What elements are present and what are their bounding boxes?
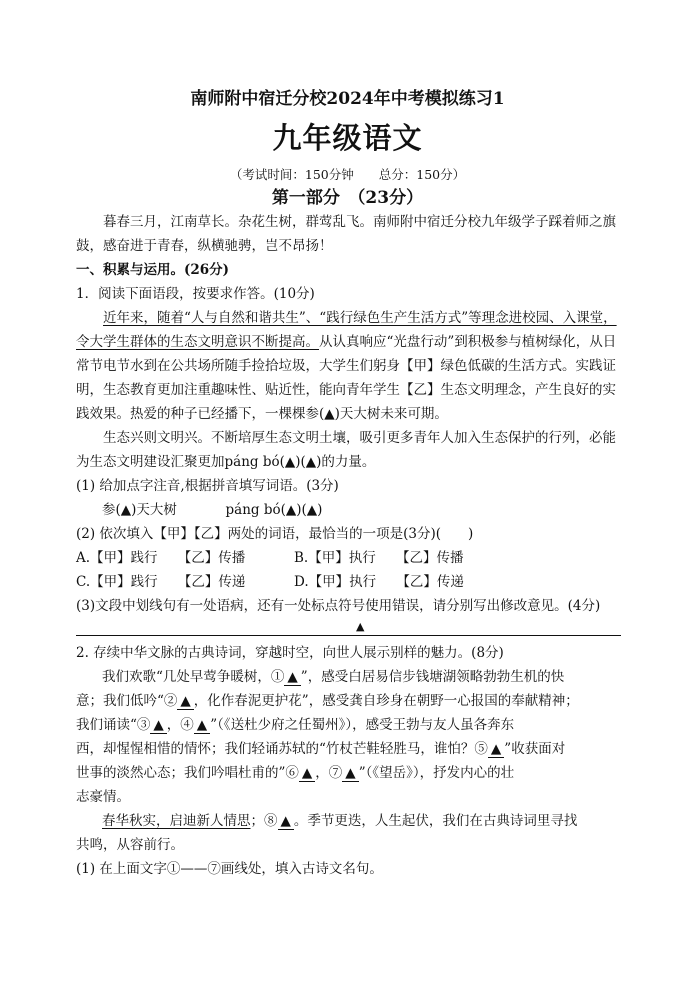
- question-1-heading: 1．阅读下面语段，按要求作答。(10分): [76, 286, 315, 302]
- pinyin-item-2: páng bó(▲)(▲): [225, 502, 323, 518]
- blank-7[interactable]: ▲: [342, 765, 358, 782]
- blank-2[interactable]: ▲: [177, 693, 193, 710]
- poem-line-6: 志豪情。: [76, 789, 130, 805]
- question-1-1: (1) 给加点字注音,根据拼音填写词语。(3分): [76, 478, 339, 494]
- option-d[interactable]: D.【甲】执行 【乙】传递: [294, 574, 464, 590]
- question-1-1-items: [102, 498, 662, 522]
- poem-line-5: 世事的淡然心态；我们吟唱杜甫的”⑥ ▲ ，⑦ ▲ ”（《望岳》），抒发内心的壮: [76, 765, 515, 781]
- question-2-1: (1) 在上面文字①——⑦画线处，填入古诗文名句。: [76, 861, 383, 877]
- school-title: 南师附中宿迁分校2024年中考模拟练习1: [190, 89, 505, 109]
- options-row-2: [76, 570, 464, 594]
- blank-4[interactable]: ▲: [194, 717, 210, 734]
- blank-6[interactable]: ▲: [299, 765, 315, 782]
- closing-line-2: 共鸣，从容前行。: [76, 837, 184, 853]
- answer-mark: ▲: [356, 620, 365, 633]
- blank-8[interactable]: ▲: [278, 813, 294, 830]
- question-2-heading: 2. 存续中华文脉的古典诗词，穿越时空，向世人展示别样的魅力。(8分): [76, 645, 504, 661]
- blank-5[interactable]: ▲: [488, 741, 504, 758]
- blank-3[interactable]: ▲: [150, 717, 166, 734]
- question-1-3: (3)文段中划线句有一处语病，还有一处标点符号使用错误，请分别写出修改意见。(4分): [76, 598, 601, 614]
- question-1-2: (2) 依次填入【甲】【乙】两处的词语，最恰当的一项是(3分)( ): [76, 526, 474, 542]
- options-row-1: [76, 546, 463, 570]
- poem-line-2: 意；我们低吟“② ▲ ，化作春泥更护花”，感受龚自珍身在朝野一心报国的奉献精神；: [76, 693, 579, 709]
- poem-line-4: 西，却惺惺相惜的情怀；我们轻诵苏轼的“竹杖芒鞋轻胜马，谁怕？⑤ ▲ ”收获面对: [76, 741, 566, 757]
- passage-paragraph-2: 生态兴则文明兴。不断培厚生态文明土壤，吸引更多青年人加入生态保护的行列，必能为生态文明建设汇聚更加páng bó(▲)(▲)的力量。: [76, 430, 616, 470]
- option-a[interactable]: A.【甲】践行 【乙】传播: [76, 550, 246, 566]
- part-title: 第一部分 （23分）: [271, 188, 424, 208]
- option-c[interactable]: C.【甲】践行 【乙】传递: [76, 574, 246, 590]
- exam-info: （考试时间：150分钟 总分：150分）: [229, 167, 466, 182]
- blank-1[interactable]: ▲: [284, 669, 300, 686]
- answer-line[interactable]: [76, 635, 621, 636]
- poem-line-1: 我们欢歌“几处早莺争暖树，① ▲ ”，感受白居易信步钱塘湖领略勃勃生机的快: [102, 669, 565, 685]
- closing-line-1: 春华秋实，启迪新人情思；⑧ ▲ 。季节更迭，人生起伏，我们在古典诗词里寻找: [102, 813, 578, 829]
- passage-text: 从认真响应“光盘行动”到积极参与植树绿化，从日常节电节水到在公共场所随手捡拾垃圾，大学生们躬身【甲】绿色低碳的生活方式。实践证明，生态教育更加注重趣味性、贴近性，能向青年学生【乙】生态文明理念，产生良好的实践效果。热爱的种子已经播下，一棵棵参(▲)天大树未来可期。: [76, 334, 617, 422]
- passage-paragraph-1: [76, 306, 622, 426]
- poem-line-3: 我们诵读“③ ▲ ，④ ▲ ”（《送杜少府之任蜀州》），感受王勃与友人虽各奔东: [76, 717, 515, 733]
- closing-underlined: 春华秋实，启迪新人情思: [102, 813, 251, 829]
- section-heading: 一、积累与运用。(26分): [76, 262, 230, 278]
- option-b[interactable]: B.【甲】执行 【乙】传播: [294, 550, 464, 566]
- subject-title: 九年级语文: [272, 121, 423, 155]
- underlined-sentence: 近年来，随着“人与自然和谐共生”、“践行绿色生产生活方式”等理念进校园、入课堂，令大学生群体的生态文明意识不断提高。: [76, 310, 617, 350]
- pinyin-item-1: 参(▲)天大树: [102, 502, 177, 518]
- intro-paragraph: 暮春三月，江南草长。杂花生树，群莺乱飞。南师附中宿迁分校九年级学子踩着师之旗鼓，感奋进于青春，纵横驰骋，岂不昂扬！: [76, 214, 616, 254]
